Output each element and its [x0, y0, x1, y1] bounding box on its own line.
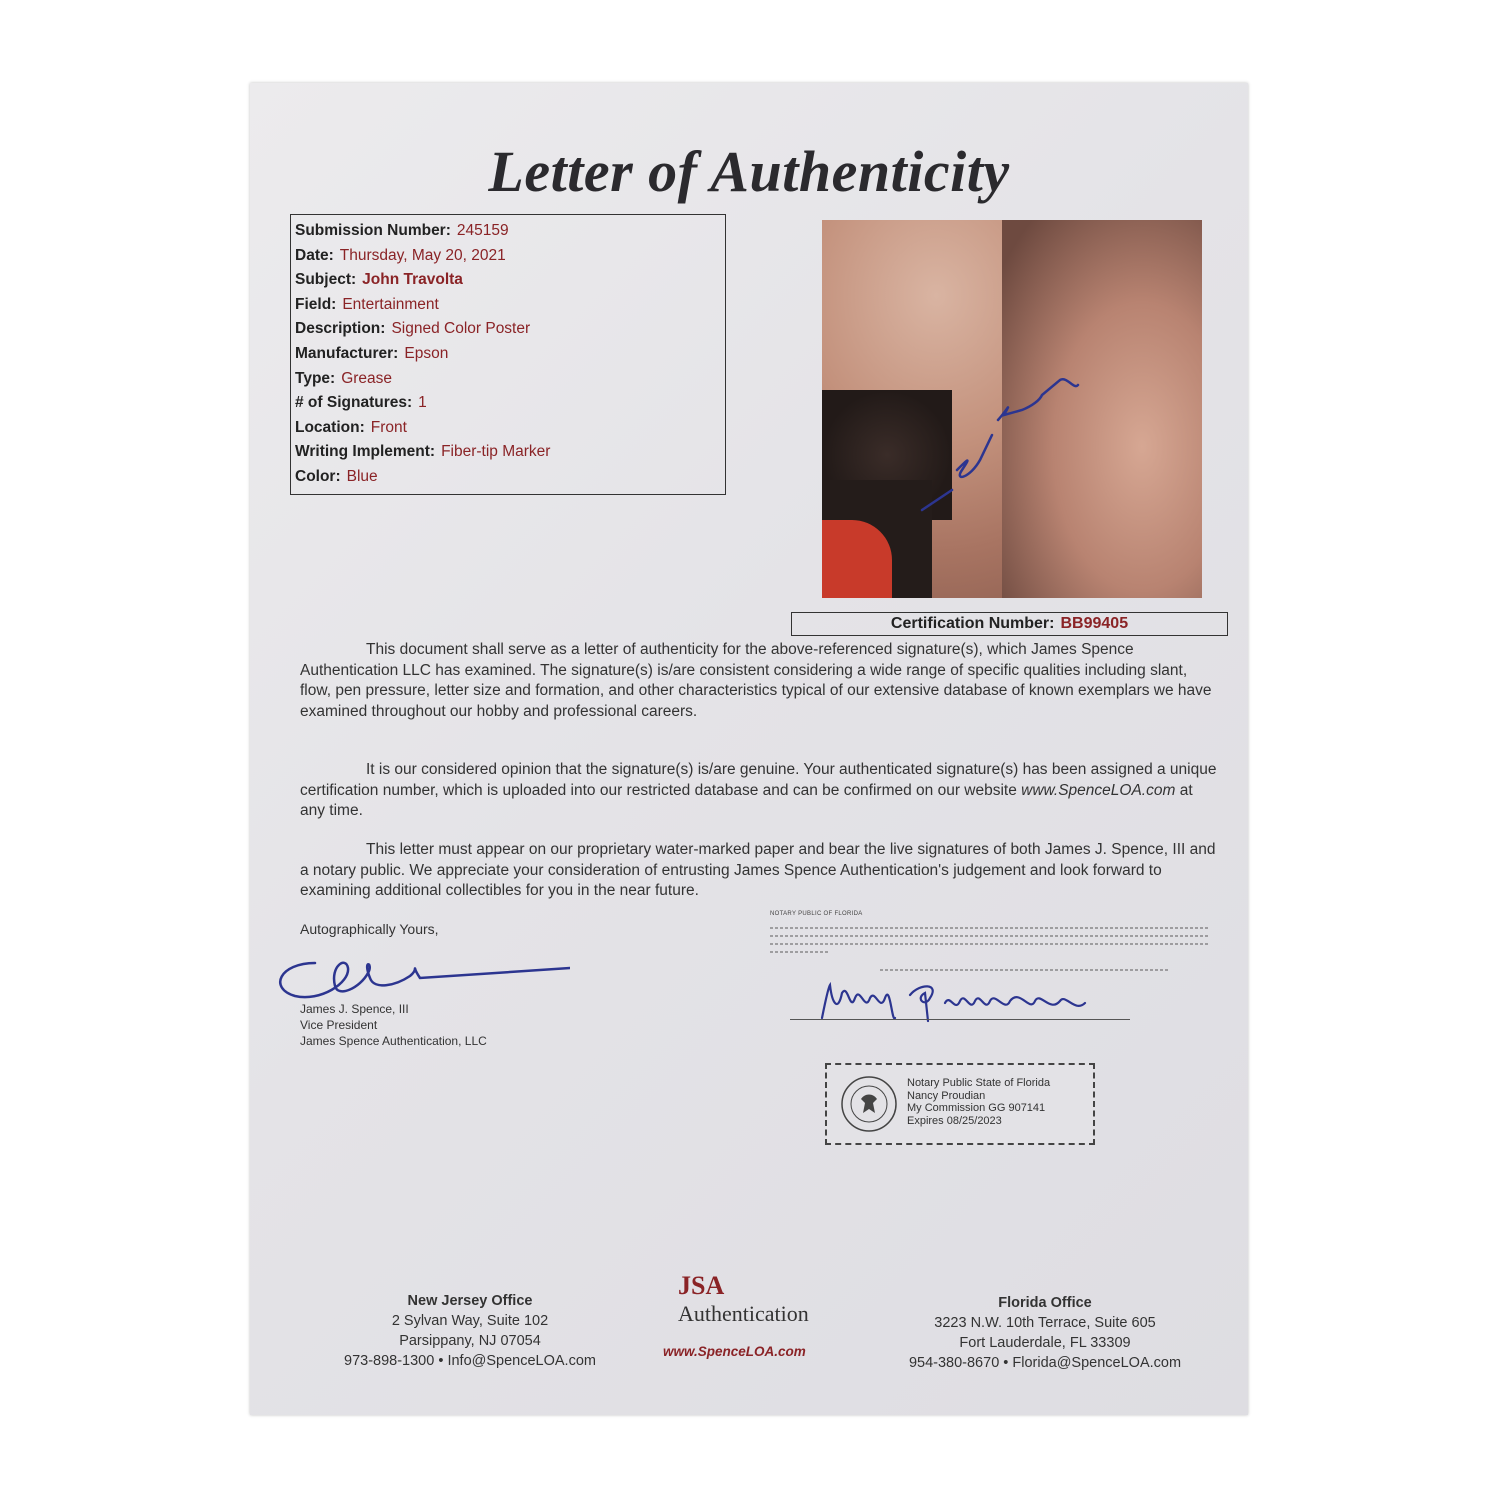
website-link[interactable]: www.SpenceLOA.com	[1021, 781, 1176, 799]
notary-signature	[810, 973, 1140, 1033]
info-row-type: Type: Grease	[295, 369, 393, 387]
info-row-signatures: # of Signatures: 1	[295, 394, 427, 412]
signed-item-photo	[822, 220, 1202, 598]
florida-seal-icon	[839, 1073, 899, 1135]
seal-line: My Commission GG 907141	[907, 1102, 1046, 1114]
info-row-writing-implement: Writing Implement: Fiber-tip Marker	[295, 443, 551, 461]
notary-header: NOTARY PUBLIC OF FLORIDA	[770, 911, 863, 917]
signer-name: James J. Spence, III	[300, 1002, 409, 1016]
seal-line: Notary Public State of Florida	[907, 1077, 1051, 1089]
document-title: Letter of Authenticity	[488, 139, 1010, 204]
signer-area	[300, 921, 600, 937]
seal-line: Nancy Proudian	[907, 1089, 986, 1102]
signer-company: James Spence Authentication, LLC	[300, 1034, 487, 1048]
letter-document	[250, 83, 1248, 1415]
signer-block	[300, 1001, 487, 1049]
paragraph-examination: This document shall serve as a letter of authenticity for the above-referenced signature(s), which James Spence Authentication LLC has examined. The signature(s) is/are consistent considering a wide range of specific qualities including slant, flow, pen pressure, letter size and formation, and other characteristics typical of our extensive database of known exemplars we have examined throughout our hobby and professional careers.	[300, 641, 1212, 720]
info-row-location: Location: Front	[295, 418, 407, 436]
info-row-manufacturer: Manufacturer: Epson	[295, 344, 449, 362]
florida-office: Florida Office 3223 N.W. 10th Terrace, Suite 605 Fort Lauderdale, FL 33309 954-380-8670 • Florida@SpenceLOA.com	[908, 1295, 1182, 1371]
paragraph-opinion: It is our considered opinion that the signature(s) is/are genuine. Your authenticated signature(s) has been assigned a unique certification number, which is uploaded into our restricted database and can be confirmed on our website www.SpenceLOA.com at any time.	[300, 761, 1217, 819]
info-row-description: Description: Signed Color Poster	[295, 320, 531, 338]
jsa-wordmark: Authentication	[678, 1301, 809, 1326]
paragraph-watermark: This letter must appear on our proprietary water-marked paper and bear the live signatures of both James J. Spence, III and a notary public. We appreciate your consideration of entrusting James Spence Authentication's judgement and look forward to examining additional collectibles for you in the near future.	[300, 841, 1216, 899]
info-row-submission-number: Submission Number: 245159	[295, 222, 509, 239]
notary-seal	[825, 1063, 1095, 1145]
seal-line: Expires 08/25/2023	[907, 1114, 1002, 1127]
closing-line: Autographically Yours,	[300, 921, 439, 937]
info-row-date: Date: Thursday, May 20, 2021	[295, 246, 506, 264]
jsa-logo	[648, 1271, 868, 1371]
info-row-color: Color: Blue	[295, 467, 378, 485]
certification-number-box: Certification Number: BB99405	[791, 612, 1228, 636]
jsa-website[interactable]: www.SpenceLOA.com	[663, 1344, 806, 1359]
new-jersey-office: New Jersey Office 2 Sylvan Way, Suite 102 Parsippany, NJ 07054 973-898-1300 • Info@SpenceLOA.com	[344, 1293, 596, 1369]
spence-signature	[270, 938, 570, 1008]
jsa-letters: JSA	[678, 1271, 725, 1300]
photo-autograph	[822, 220, 1202, 598]
signer-role: Vice President	[300, 1018, 378, 1032]
info-row-subject: Subject: John Travolta	[295, 271, 463, 289]
submission-info-box	[290, 214, 726, 495]
info-row-field: Field: Entertainment	[295, 295, 439, 313]
